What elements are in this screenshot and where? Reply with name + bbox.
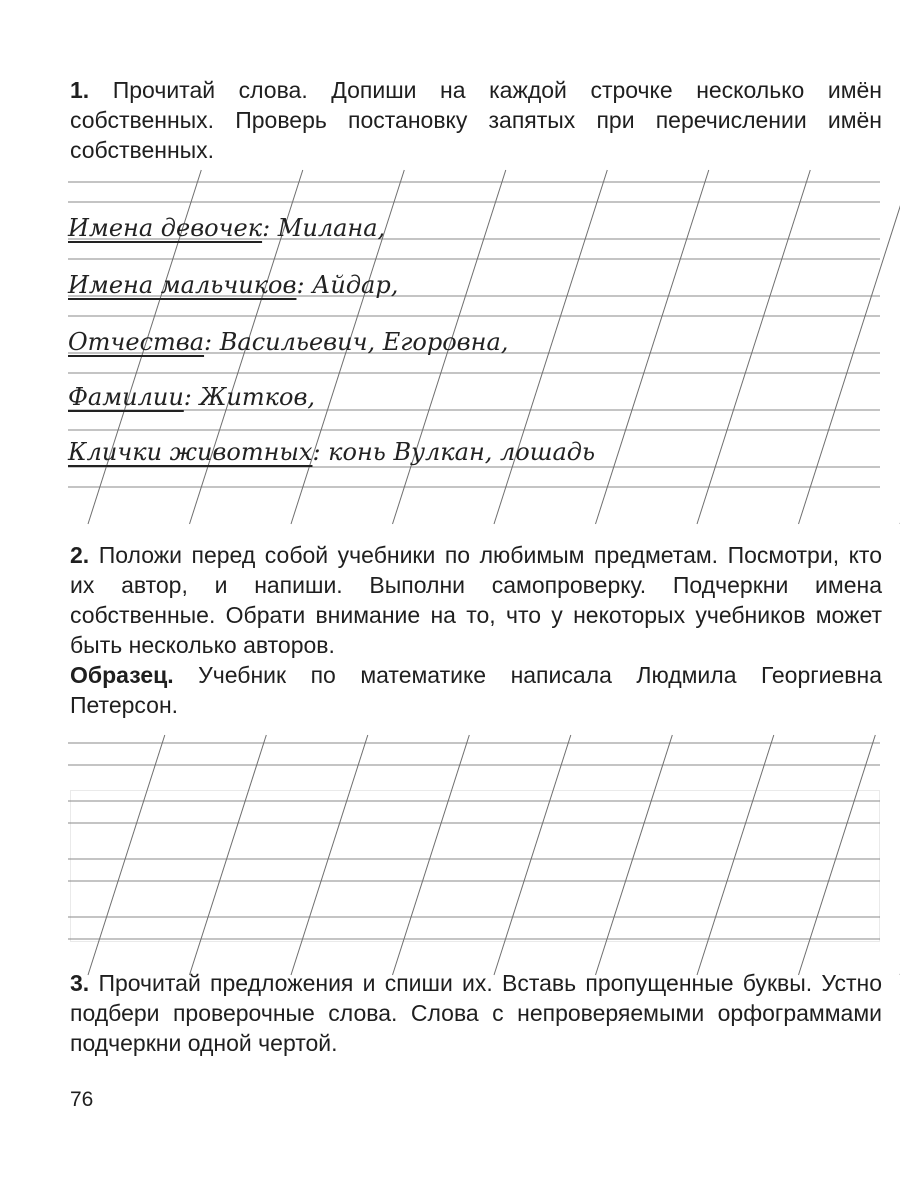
task-1 — [70, 75, 882, 165]
task-3 — [70, 968, 882, 1058]
page-number: 76 — [70, 1088, 94, 1111]
handwriting-area-1 — [68, 170, 880, 520]
handwritten-value: : Милана, — [262, 214, 386, 242]
handwritten-value: : Житков, — [183, 383, 316, 411]
slant-line — [799, 170, 900, 524]
handwritten-label: Имена мальчиков — [68, 271, 297, 299]
handwritten-label: Отчества — [68, 328, 205, 356]
handwritten-line-5 — [68, 438, 595, 466]
handwritten-line-1 — [68, 214, 385, 242]
task-2 — [70, 540, 882, 660]
handwritten-line-3 — [68, 328, 508, 356]
writing-area-2 — [68, 735, 880, 955]
task-2-text: Положи перед собой учебники по любимым предметам. Посмотри, кто их автор, и напиши. Выполни самопроверку. Подчеркни имена собственные. Обрати внимание на то, что у некоторых учебников может быть несколько авторов. — [70, 542, 882, 658]
handwritten-label: Клички животных — [68, 438, 313, 466]
slant-line — [596, 170, 709, 524]
ruled-lines-2 — [68, 735, 880, 955]
slant-line — [494, 170, 607, 524]
slant-line — [697, 170, 810, 524]
sample-block — [70, 660, 882, 720]
handwritten-line-2 — [68, 271, 398, 299]
task-1-text: Прочитай слова. Допиши на каждой строчке несколько имён собственных. Проверь постановку запятых при перечислении имён собственных. — [70, 77, 883, 163]
handwritten-value: : Айдар, — [296, 271, 399, 299]
task-3-text: Прочитай предложения и спиши их. Вставь пропущенные буквы. Устно подбери проверочные слова. Слова с непроверяемыми орфограммами подчеркни одной чертой. — [70, 970, 883, 1056]
show-through-marks — [866, 228, 882, 438]
handwritten-label: Имена девочек — [68, 214, 263, 242]
handwritten-value: : конь Вулкан, лошадь — [312, 438, 596, 466]
handwritten-value: : Васильевич, Егоровна, — [204, 328, 509, 356]
handwritten-label: Фамилии — [68, 383, 184, 411]
task-2-number: 2. — [70, 542, 90, 568]
handwritten-line-4 — [68, 383, 315, 411]
sample-label: Образец. — [70, 662, 174, 688]
task-3-number: 3. — [70, 970, 90, 996]
task-1-number: 1. — [70, 77, 90, 103]
sample-text: Учебник по математике написала Людмила Георгиевна Петерсон. — [70, 662, 883, 718]
